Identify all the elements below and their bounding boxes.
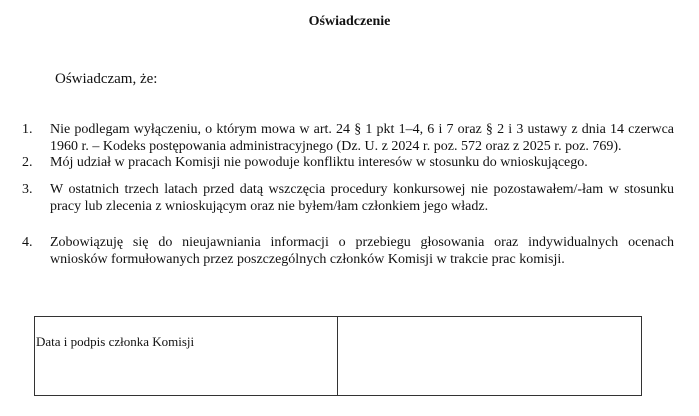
- signature-field[interactable]: [338, 317, 641, 395]
- item-number: 1.: [22, 122, 33, 137]
- item-text-line: pracy lub zlecenia z wnioskującym oraz nie byłem/łam członkiem jego władz.: [50, 199, 489, 214]
- item-number: 2.: [22, 155, 33, 170]
- item-text-line: Nie podlegam wyłączeniu, o którym mowa w art. 24 § 1 pkt 1–4, 6 i 7 oraz § 2 i 3 ustawy z dnia 14 czerwca: [50, 122, 674, 137]
- item-text-line: wniosków formułowanych przez poszczególnych członków Komisji w trakcie prac komisji.: [50, 252, 565, 267]
- item-text-line: 1960 r. – Kodeks postępowania administracyjnego (Dz. U. z 2024 r. poz. 572 oraz z 2025 r. poz. 769).: [50, 139, 622, 154]
- signature-label-cell: [35, 317, 338, 395]
- item-text-line: Mój udział w pracach Komisji nie powoduje konfliktu interesów w stosunku do wnioskującego.: [50, 155, 588, 170]
- intro-text: Oświadczam, że:: [55, 71, 158, 87]
- document-title: Oświadczenie: [308, 14, 391, 29]
- signature-table: [34, 316, 642, 396]
- item-text-line: W ostatnich trzech latach przed datą wszczęcia procedury konkursowej nie pozostawałem/-łam w stosunku: [50, 182, 674, 197]
- signature-label: Data i podpis członka Komisji: [36, 334, 195, 349]
- item-number: 4.: [22, 235, 33, 250]
- item-number: 3.: [22, 182, 33, 197]
- item-text-line: Zobowiązuję się do nieujawniania informacji o przebiegu głosowania oraz indywidualnych ocenach: [50, 235, 674, 250]
